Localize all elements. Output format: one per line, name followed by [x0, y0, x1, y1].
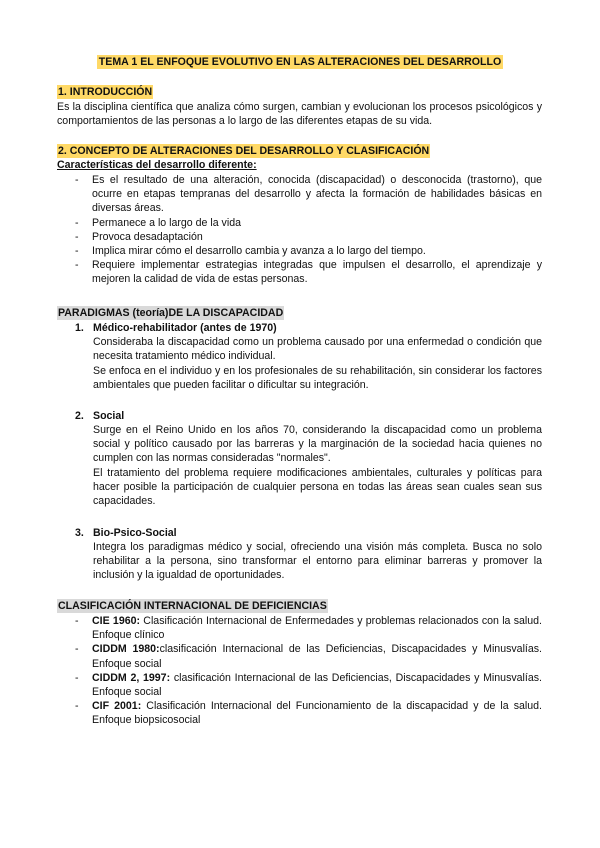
item-code: CIDDM 2, 1997:: [92, 671, 171, 684]
paradigm-1-p1: Consideraba la discapacidad como un problema causado por una enfermedad o condición que necesita tratamiento médico individual.: [93, 336, 542, 363]
item-text: Clasificación Internacional del Funcionamiento de la discapacidad y de la salud. Enfoque biopsicosocial: [92, 700, 543, 727]
characteristics-list: [57, 173, 542, 287]
classification-list: [57, 614, 542, 728]
paradigms-heading: PARADIGMAS (teoría)DE LA DISCAPACIDAD: [58, 307, 284, 319]
list-item: [57, 671, 542, 699]
list-item: [57, 699, 542, 727]
paradigm-2-label: Social: [93, 410, 125, 422]
paradigm-2-number: 2.: [75, 410, 84, 422]
section-2-subheading: Características del desarrollo diferente:: [57, 159, 257, 171]
list-item: - Requiere implementar estrategias integradas que impulsen el desarrollo, el aprendizaje y mejoren la calidad de vida de estas personas.: [57, 258, 542, 286]
list-item: - Implica mirar cómo el desarrollo cambia y avanza a lo largo del tiempo.: [57, 244, 542, 258]
item-code: CIDDM 1980:: [92, 643, 160, 656]
list-item: - Permanece a lo largo de la vida: [57, 216, 542, 230]
classification-heading: CLASIFICACIÓN INTERNACIONAL DE DEFICIENCIAS: [58, 600, 327, 612]
item-text: clasificación Internacional de las Deficiencias, Discapacidades y Minusvalías. Enfoque social: [92, 671, 542, 699]
section-1-text: Es la disciplina científica que analiza cómo surgen, cambian y evolucionan los procesos psicológicos y comportamientos de las personas a lo largo de las diferentes etapas de su vida.: [57, 101, 542, 128]
paradigm-1-number: 1.: [75, 322, 84, 334]
list-item: - Provoca desadaptación: [57, 230, 542, 244]
list-item: - Es el resultado de una alteración, conocida (discapacidad) o desconocida (trastorno), que ocurre en etapas tempranas del desarrollo y afecta la formación de habilidades básicas en diversas áreas.: [57, 173, 542, 216]
list-item: [57, 642, 542, 670]
item-text: Clasificación Internacional de Enfermedades y problemas relacionados con la salud. Enfoque clínico: [92, 615, 542, 642]
list-item: [57, 614, 542, 642]
paradigm-1-label: Médico-rehabilitador (antes de 1970): [93, 322, 277, 334]
item-text: clasificación Internacional de las Deficiencias, Discapacidades y Minusvalías. Enfoque social: [92, 643, 542, 670]
paradigm-1-p2: Se enfoca en el individuo y en los profesionales de su rehabilitación, sin considerar los factores ambientales que pueden facilitar o dificultar su integración.: [93, 365, 542, 392]
paradigm-3-label: Bio-Psico-Social: [93, 527, 177, 539]
section-1-heading: 1. INTRODUCCIÓN: [58, 86, 153, 98]
document-title: TEMA 1 EL ENFOQUE EVOLUTIVO EN LAS ALTERACIONES DEL DESARROLLO: [98, 56, 502, 68]
item-code: CIF 2001:: [92, 700, 142, 713]
paradigm-3-p1: Integra los paradigmas médico y social, ofreciendo una visión más completa. Busca no solo rehabilitar a la persona, sino transformar el entorno para eliminar barreras y promover la inclusión y la igualdad de oportunidades.: [93, 541, 542, 582]
title-wrap: [0, 55, 600, 69]
paradigm-2-p1: Surge en el Reino Unido en los años 70, considerando la discapacidad como un problema social y político causado por las barreras y la marginación de la sociedad hacia quienes no cumplen con las normas consideradas "normales".: [93, 424, 542, 465]
paradigm-2-p2: El tratamiento del problema requiere modificaciones ambientales, culturales y políticas para hacer posible la participación de cualquier persona en todas las áreas sean cuales sean sus capacidades.: [93, 467, 542, 508]
section-2-heading: 2. CONCEPTO DE ALTERACIONES DEL DESARROLLO Y CLASIFICACIÓN: [58, 145, 430, 157]
item-code: CIE 1960:: [92, 615, 141, 627]
paradigm-3-number: 3.: [75, 527, 84, 539]
